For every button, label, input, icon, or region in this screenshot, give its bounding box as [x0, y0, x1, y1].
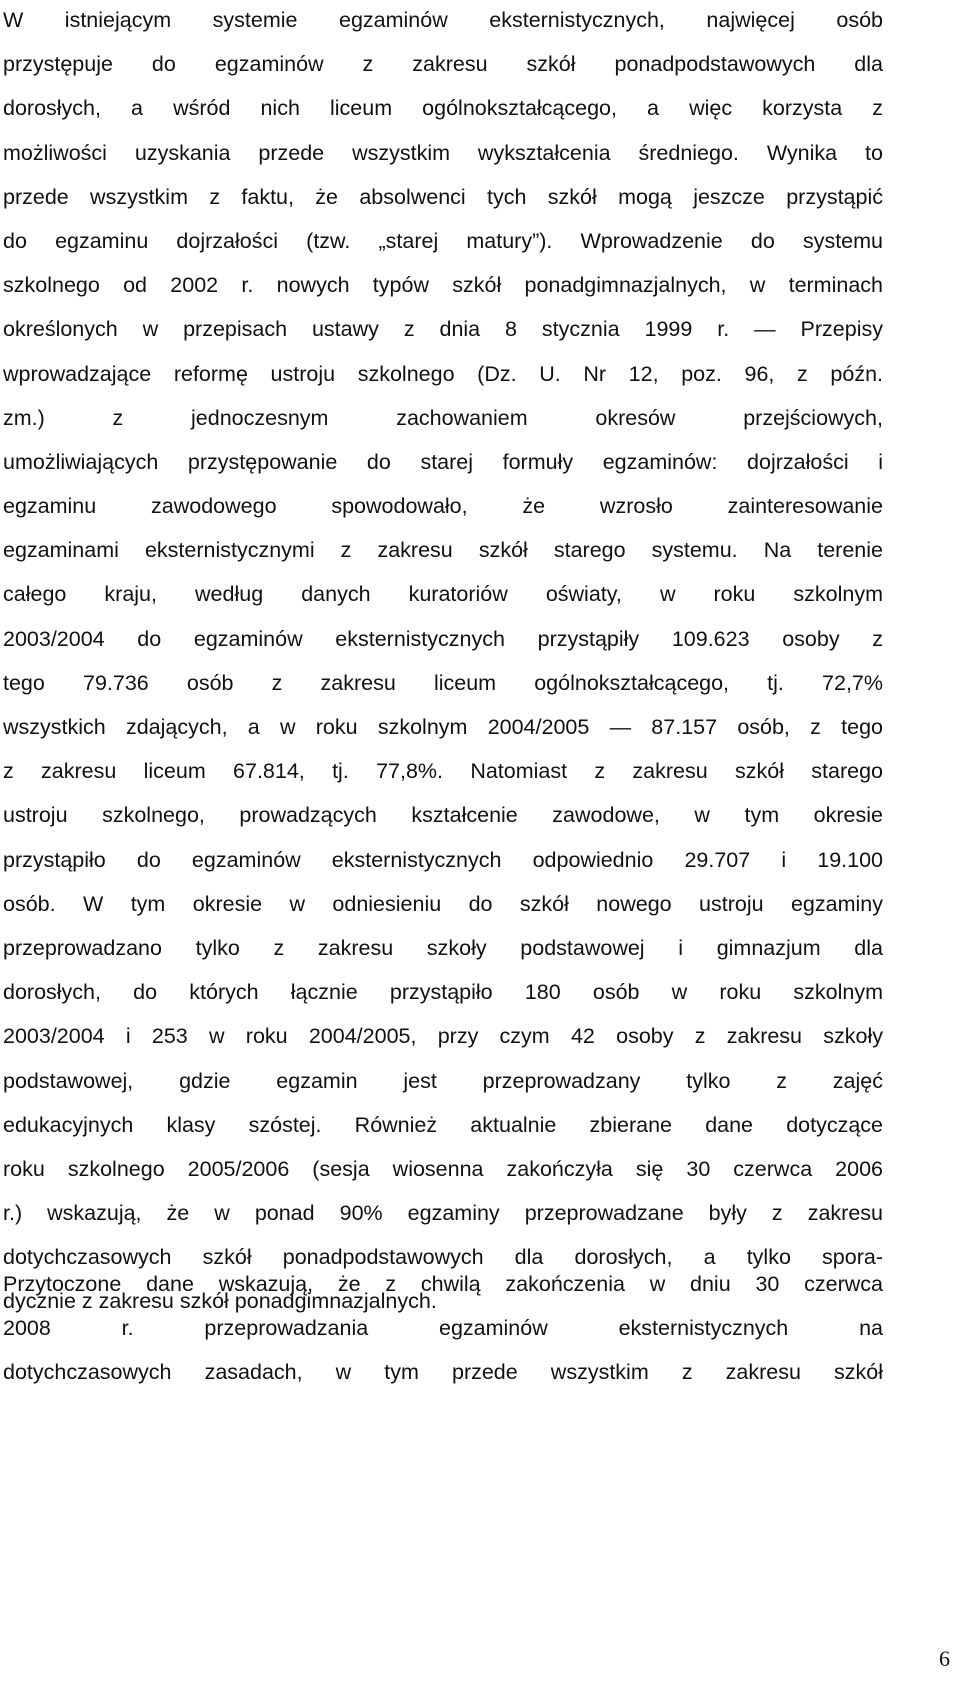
text-line: 2008 r. przeprowadzania egzaminów eksternistycznych na: [3, 1316, 883, 1341]
text-line: określonych w przepisach ustawy z dnia 8 stycznia 1999 r. — Przepisy: [3, 317, 883, 342]
text-line: dorosłych, a wśród nich liceum ogólnokształcącego, a więc korzysta z: [3, 96, 883, 121]
text-line: dycznie z zakresu szkół ponadgimnazjalnych.: [3, 1289, 437, 1314]
text-line: egzaminu zawodowego spowodowało, że wzrosło zainteresowanie: [3, 494, 883, 519]
text-line: zm.) z jednoczesnym zachowaniem okresów przejściowych,: [3, 405, 883, 430]
text-line: roku szkolnego 2005/2006 (sesja wiosenna zakończyła się 30 czerwca 2006: [3, 1156, 883, 1181]
text-line: szkolnego od 2002 r. nowych typów szkół ponadgimnazjalnych, w terminach: [3, 273, 883, 298]
text-line: przede wszystkim z faktu, że absolwenci tych szkół mogą jeszcze przystąpić: [3, 184, 883, 209]
text-line: 2003/2004 i 253 w roku 2004/2005, przy czym 42 osoby z zakresu szkoły: [3, 1024, 883, 1049]
text-line: wprowadzające reformę ustroju szkolnego (Dz. U. Nr 12, poz. 96, z późn.: [3, 361, 883, 386]
text-line: egzaminami eksternistycznymi z zakresu szkół starego systemu. Na terenie: [3, 538, 883, 563]
text-line: osób. W tym okresie w odniesieniu do szkół nowego ustroju egzaminy: [3, 891, 883, 916]
paragraph-2: [3, 1262, 883, 1395]
text-line: tego 79.736 osób z zakresu liceum ogólnokształcącego, tj. 72,7%: [3, 670, 883, 695]
text-line: ustroju szkolnego, prowadzących kształcenie zawodowe, w tym okresie: [3, 803, 883, 828]
text-line: dotychczasowych zasadach, w tym przede wszystkim z zakresu szkół: [3, 1360, 883, 1385]
text-line: przystąpiło do egzaminów eksternistycznych odpowiednio 29.707 i 19.100: [3, 847, 883, 872]
text-line: możliwości uzyskania przede wszystkim wykształcenia średniego. Wynika to: [3, 140, 883, 165]
text-line: podstawowej, gdzie egzamin jest przeprowadzany tylko z zajęć: [3, 1068, 883, 1093]
page-number: 6: [939, 1646, 950, 1671]
text-line: edukacyjnych klasy szóstej. Również aktualnie zbierane dane dotyczące: [3, 1112, 883, 1137]
text-line: całego kraju, według danych kuratoriów oświaty, w roku szkolnym: [3, 582, 883, 607]
text-line: dotychczasowych szkół ponadpodstawowych dla dorosłych, a tylko spora-: [3, 1245, 883, 1270]
text-line: przystępuje do egzaminów z zakresu szkół ponadpodstawowych dla: [3, 52, 883, 77]
text-line: przeprowadzano tylko z zakresu szkoły podstawowej i gimnazjum dla: [3, 935, 883, 960]
text-line: Przytoczone dane wskazują, że z chwilą zakończenia w dniu 30 czerwca: [3, 1272, 883, 1296]
text-line: wszystkich zdających, a w roku szkolnym 2004/2005 — 87.157 osób, z tego: [3, 715, 883, 739]
text-line: 2003/2004 do egzaminów eksternistycznych przystąpiły 109.623 osoby z: [3, 626, 883, 651]
text-line: umożliwiających przystępowanie do starej formuły egzaminów: dojrzałości i: [3, 449, 883, 474]
paragraph-1: [3, 0, 883, 1324]
text-line: r.) wskazują, że w ponad 90% egzaminy przeprowadzane były z zakresu: [3, 1201, 883, 1226]
text-line: do egzaminu dojrzałości (tzw. „starej matury”). Wprowadzenie do systemu: [3, 228, 883, 253]
text-line: z zakresu liceum 67.814, tj. 77,8%. Natomiast z zakresu szkół starego: [3, 759, 883, 784]
text-line: W istniejącym systemie egzaminów eksternistycznych, najwięcej osób: [3, 8, 883, 32]
text-line: dorosłych, do których łącznie przystąpiło 180 osób w roku szkolnym: [3, 980, 883, 1005]
